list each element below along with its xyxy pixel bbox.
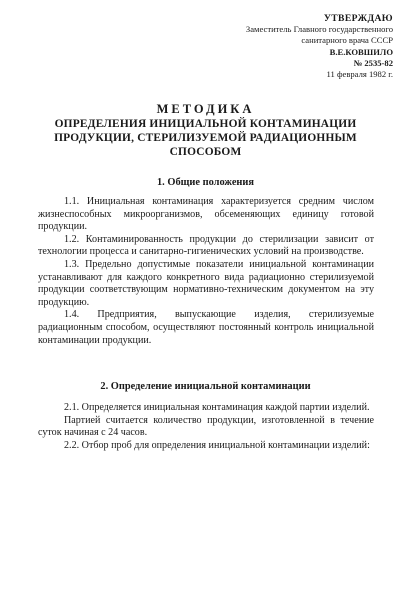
section2-body	[38, 402, 374, 452]
approval-position-line2: санитарного врача СССР	[301, 35, 393, 46]
title-main: МЕТОДИКА	[156, 102, 255, 116]
paragraph-1-2: 1.2. Контаминированность продукции до стерилизации зависит от технологии процесса и санитарно-гигиенических условий на производстве.	[38, 233, 374, 258]
document-title	[0, 102, 411, 160]
section1-heading: 1. Общие положения	[156, 177, 255, 188]
paragraph-1-3: 1.3. Предельно допустимые показатели инициальной контаминации устанавливают для каждого конкретного вида радиационно стерилизуемой продукции соответствующим нормативно-техническим документом на эту продукцию.	[38, 258, 374, 308]
approval-position-line1: Заместитель Главного государственного	[245, 24, 393, 35]
paragraph-1-4: 1.4. Предприятия, выпускающие изделия, стерилизуемые радиационным способом, осуществляют постоянный контроль инициальной контаминации продукции.	[38, 309, 374, 346]
approval-block	[203, 13, 393, 80]
paragraph-2-1: 2.1. Определяется инициальная контаминация каждой партии изделий.	[64, 402, 370, 413]
title-line1: ОПРЕДЕЛЕНИЯ ИНИЦИАЛЬНОЙ КОНТАМИНАЦИИ	[54, 118, 357, 130]
section1-body	[38, 196, 374, 347]
approval-number: № 2535-82	[353, 57, 393, 68]
approval-signatory: В.Е.КОВШИЛО	[329, 46, 393, 57]
title-line3: СПОСОБОМ	[169, 146, 242, 159]
paragraph-2-1-note: Партией считается количество продукции, изготовленной в течение суток начиная с 24 часов.	[38, 414, 374, 439]
approval-date: 11 февраля 1982 г.	[326, 69, 393, 80]
section2-heading: 2. Определение инициальной контаминации	[100, 381, 311, 392]
paragraph-2-2: 2.2. Отбор проб для определения инициальной контаминации изделий:	[64, 439, 370, 451]
approval-heading: УТВЕРЖДАЮ	[323, 13, 393, 24]
title-line2: ПРОДУКЦИИ, СТЕРИЛИЗУЕМОЙ РАДИАЦИОННЫМ	[54, 132, 357, 145]
paragraph-1-1: 1.1. Инициальная контаминация характеризуется средним числом жизнеспособных микроорганизмов, обсеменяющих единицу готовой продукции.	[38, 196, 374, 233]
